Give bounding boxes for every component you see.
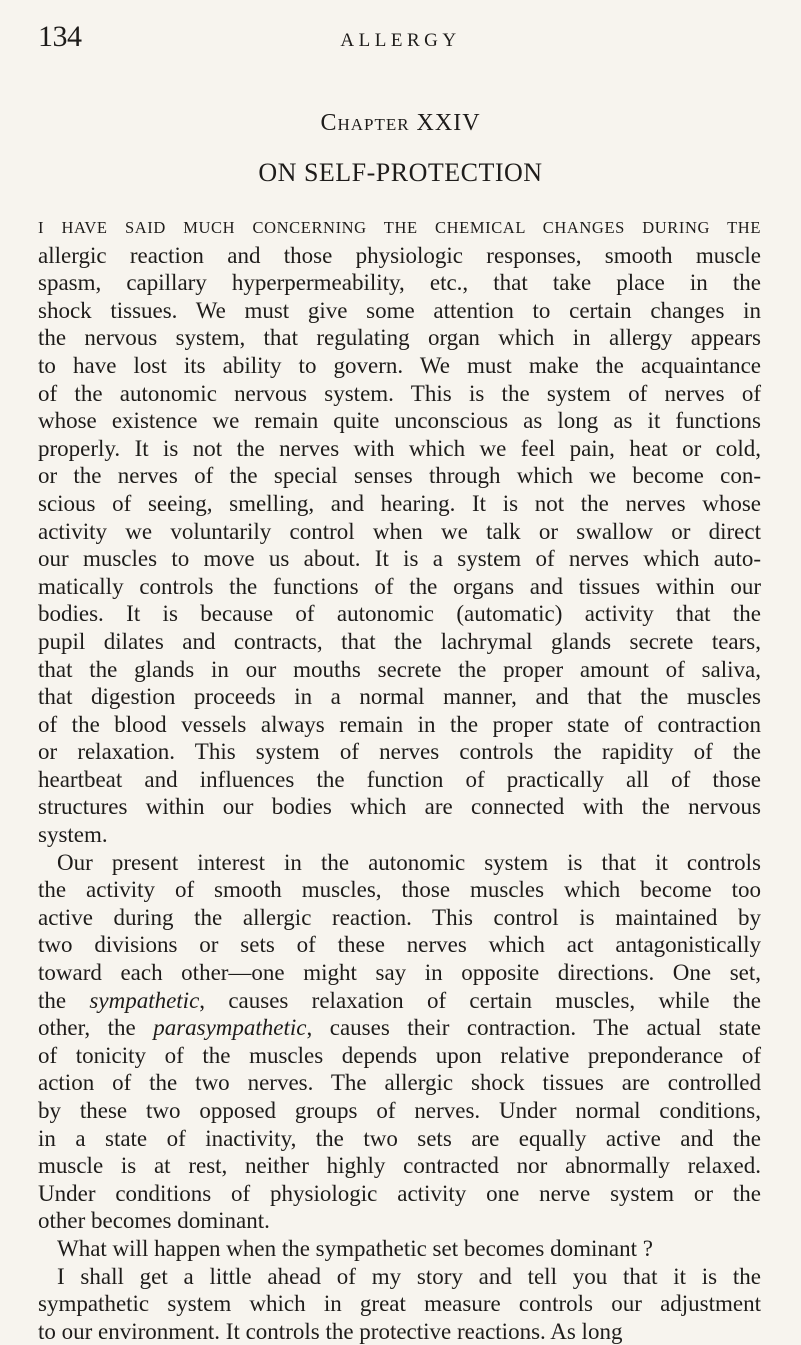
text-line: Under conditions of physiologic activity one nerve system or the [38,1180,761,1206]
text-line: scious of seeing, smelling, and hearing. It is not the nerves whose [38,490,761,516]
text-line: matically controls the functions of the organs and tissues within our [38,573,761,599]
text-line: action of the two nerves. The allergic shock tissues are controlled [38,1070,761,1096]
text-line: by these two opposed groups of nerves. Under normal conditions, [38,1098,761,1123]
text-line: of tonicity of the muscles depends upon relative preponderance of [38,1042,761,1068]
text-line: toward each other—one might say in opposite directions. One set, [38,960,761,986]
text-line: I shall get a little ahead of my story and tell you that it is the [57,1263,761,1289]
page-number: 134 [38,20,82,53]
text-line: to our environment. It controls the protective reactions. As long [38,1318,623,1344]
text-line: bodies. It is because of autonomic (automatic) activity that the [38,601,761,627]
chapter-title: ON SELF-PROTECTION [258,158,543,187]
emphasized-term: sympathetic [89,987,200,1013]
text-run: , causes their contraction. The actual state [306,1015,762,1041]
text-run: the [38,987,90,1013]
paragraph [38,1235,761,1263]
text-line: system. [38,822,108,848]
paragraph [38,849,761,1235]
text-line: allergic reaction and those physiologic responses, smooth muscle [38,242,761,268]
text-line [38,1014,761,1042]
text-line: to have lost its ability to govern. We must make the acquaintance [38,352,761,378]
text-line: that digestion proceeds in a normal manner, and that the muscles [38,684,761,710]
text-line: muscle is at rest, neither highly contracted nor abnormally relaxed. [38,1153,761,1179]
text-line: I HAVE SAID MUCH CONCERNING THE CHEMICAL CHANGES DURING THE [38,218,761,237]
text-line: or the nerves of the special senses through which we become con- [38,463,761,489]
text-line: the activity of smooth muscles, those muscles which become too [38,877,761,903]
text-line: whose existence we remain quite unconscious as long as it functions [38,408,761,434]
text-line: or relaxation. This system of nerves controls the rapidity of the [38,739,761,765]
body-text [38,214,761,1345]
text-run: , causes relaxation of certain muscles, while the [199,987,761,1013]
text-line: other becomes dominant. [38,1208,270,1234]
text-line: properly. It is not the nerves with which we feel pain, heat or cold, [38,435,761,461]
text-line: that the glands in our mouths secrete the proper amount of saliva, [38,656,761,682]
text-run: other, the [38,1015,154,1041]
text-line: our muscles to move us about. It is a system of nerves which auto- [38,546,761,572]
text-line: of the autonomic nervous system. This is the system of nerves of [38,380,761,406]
text-line: in a state of inactivity, the two sets are equally active and the [38,1125,761,1151]
paragraph [38,214,761,849]
text-line: Our present interest in the autonomic system is that it controls [57,849,761,875]
text-line: shock tissues. We must give some attention to certain changes in [38,297,761,323]
chapter-label: Chapter XXIV [320,110,481,136]
text-line: pupil dilates and contracts, that the lachrymal glands secrete tears, [38,628,761,654]
paragraph [38,1263,761,1345]
text-line: active during the allergic reaction. This control is maintained by [38,904,761,930]
text-line: sympathetic system which in great measure controls our adjustment [38,1291,761,1317]
text-line: heartbeat and influences the function of practically all of those [38,766,761,792]
text-line: two divisions or sets of these nerves which act antagonistically [38,932,761,958]
text-line: structures within our bodies which are connected with the nervous [38,794,761,820]
text-line: the nervous system, that regulating organ which in allergy appears [38,325,761,351]
text-line: What will happen when the sympathetic set becomes dominant ? [57,1235,653,1261]
running-head: ALLERGY [340,30,461,51]
text-line [38,987,761,1015]
emphasized-term: parasympathetic [153,1015,307,1041]
text-line: activity we voluntarily control when we talk or swallow or direct [38,518,761,544]
text-line: of the blood vessels always remain in the proper state of contraction [38,711,761,737]
text-line: spasm, capillary hyperpermeability, etc., that take place in the [38,270,761,296]
